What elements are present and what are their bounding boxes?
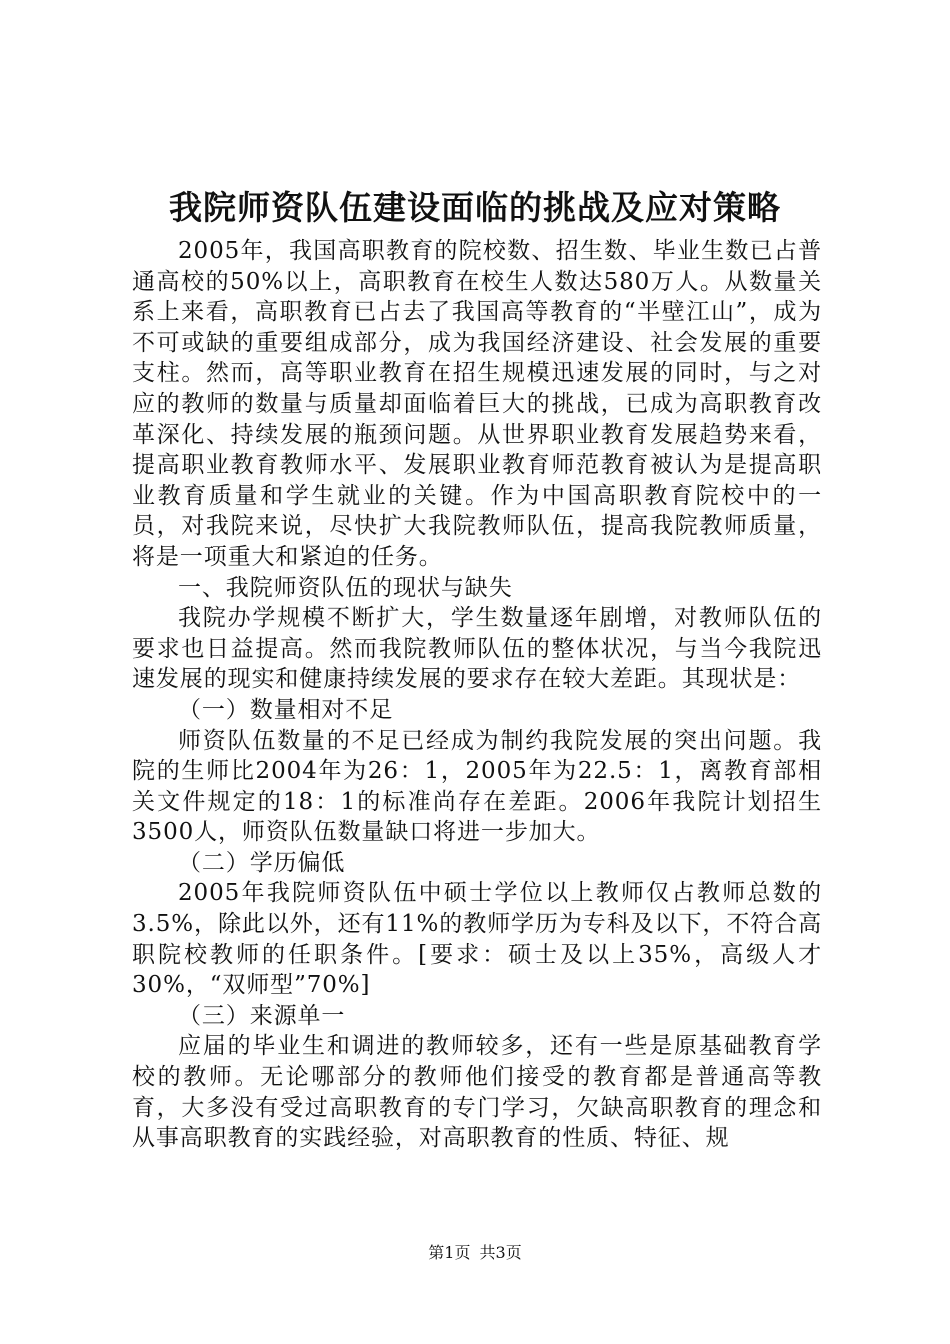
subsection-heading: （一）数量相对不足	[178, 696, 394, 723]
document-title: 我院师资队伍建设面临的挑战及应对策略	[169, 188, 781, 227]
page-total: 共3页	[479, 1243, 522, 1262]
body-paragraph: 师资队伍数量的不足已经成为制约我院发展的突出问题。我院的生师比2004年为26：1，2005年为22.5：1，离教育部相关文件规定的18：1的标准尚存在差距。2006年我院计划招生3500人，师资队伍数量缺口将进一步加大。	[132, 727, 822, 846]
page-number: 第1页	[428, 1243, 471, 1262]
document-body	[132, 236, 822, 1154]
subsection-heading: （三）来源单一	[178, 1002, 346, 1029]
body-paragraph: 我院办学规模不断扩大，学生数量逐年剧增，对教师队伍的要求也日益提高。然而我院教师队伍的整体状况，与当今我院迅速发展的现实和健康持续发展的要求存在较大差距。其现状是：	[132, 605, 822, 693]
body-paragraph: 2005年，我国高职教育的院校数、招生数、毕业生数已占普通高校的50%以上，高职教育在校生人数达580万人。从数量关系上来看，高职教育已占去了我国高等教育的“半壁江山”，成为不可或缺的重要组成部分，成为我国经济建设、社会发展的重要支柱。然而，高等职业教育在招生规模迅速发展的同时，与之对应的教师的数量与质量却面临着巨大的挑战，已成为高职教育改革深化、持续发展的瓶颈问题。从世界职业教育发展趋势来看，提高职业教育教师水平、发展职业教育师范教育被认为是提高职业教育质量和学生就业的关键。作为中国高职教育院校中的一员，对我院来说，尽快扩大我院教师队伍，提高我院教师质量，将是一项重大和紧迫的任务。	[132, 238, 822, 570]
subsection-heading: （二）学历偏低	[178, 849, 346, 876]
page-footer	[0, 1242, 950, 1264]
body-paragraph: 2005年我院师资队伍中硕士学位以上教师仅占教师总数的3.5%，除此以外，还有11%的教师学历为专科及以下，不符合高职院校教师的任职条件。[要求：硕士及以上35%，高级人才30%，“双师型”70%]	[132, 880, 822, 999]
body-paragraph: 应届的毕业生和调进的教师较多，还有一些是原基础教育学校的教师。无论哪部分的教师他们接受的教育都是普通高等教育，大多没有受过高职教育的专门学习，欠缺高职教育的理念和从事高职教育的实践经验，对高职教育的性质、特征、规	[132, 1033, 822, 1152]
section-heading: 一、我院师资队伍的现状与缺失	[178, 574, 513, 601]
